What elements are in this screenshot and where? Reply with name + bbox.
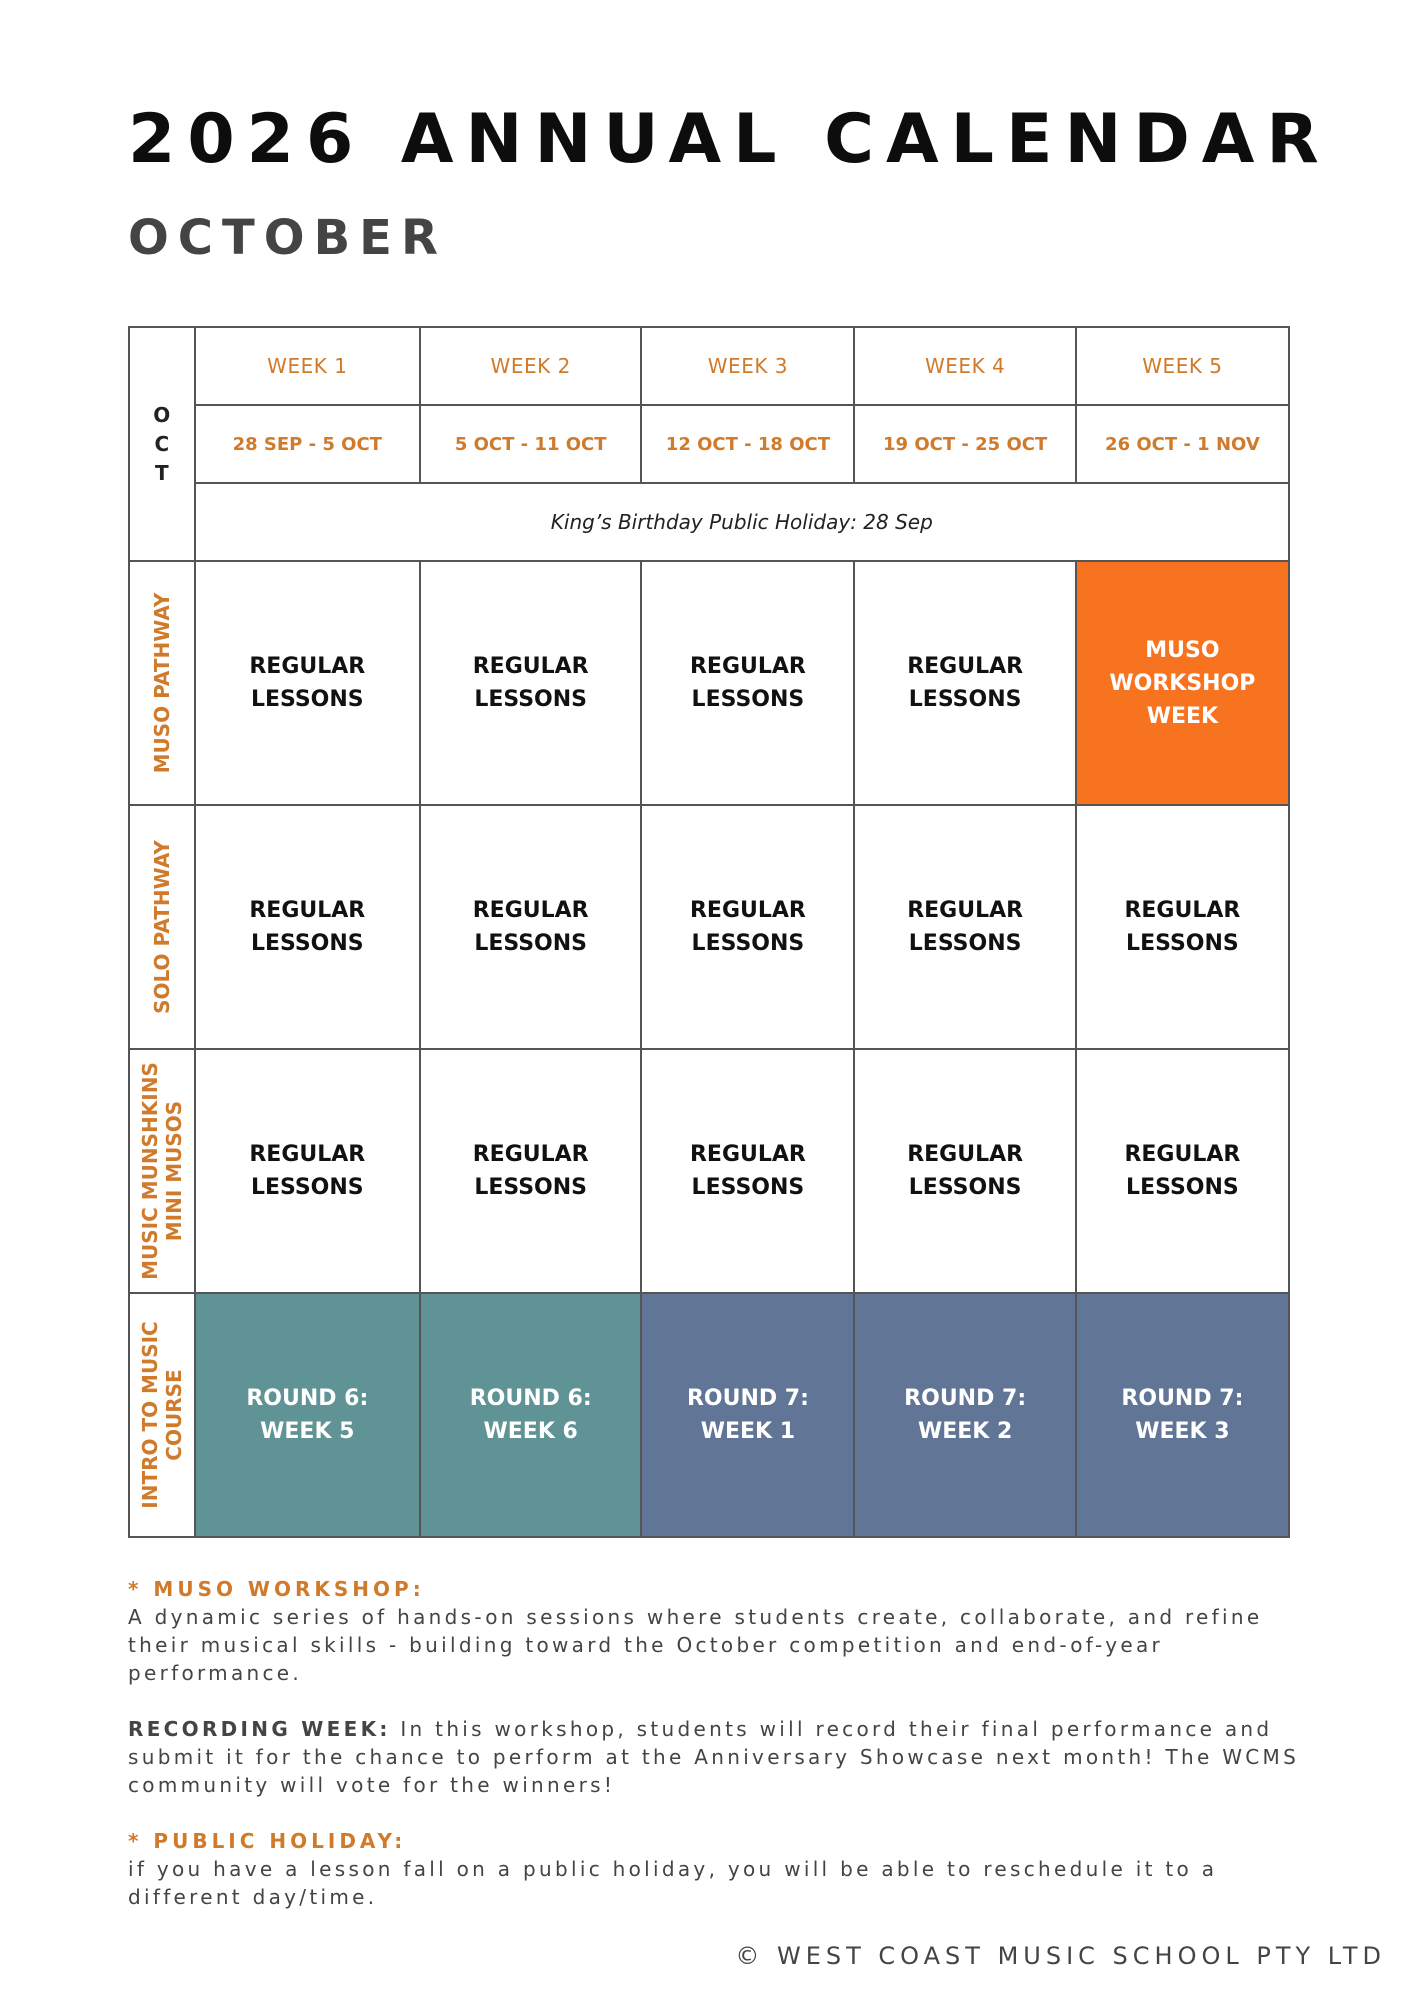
month-letter: T xyxy=(154,460,169,485)
row-label-intro-to-music xyxy=(129,1293,195,1537)
recording-week-note xyxy=(128,1715,1308,1799)
week-3-dates: 12 OCT - 18 OCT xyxy=(641,405,854,483)
schedule-cell: REGULAR LESSONS xyxy=(1076,1049,1289,1293)
schedule-cell: REGULAR LESSONS xyxy=(195,561,420,805)
row-label-music-munshkins xyxy=(129,1049,195,1293)
schedule-cell: REGULAR LESSONS xyxy=(854,1049,1075,1293)
schedule-cell: REGULAR LESSONS xyxy=(195,805,420,1049)
row-label-text: INTRO TO MUSIC xyxy=(137,1321,162,1509)
week-1-dates: 28 SEP - 5 OCT xyxy=(195,405,420,483)
week-4-label: WEEK 4 xyxy=(854,327,1075,405)
recording-week-heading: RECORDING WEEK: xyxy=(128,1717,391,1741)
month-letter: C xyxy=(154,431,170,456)
round-cell: ROUND 7: WEEK 2 xyxy=(854,1293,1075,1537)
side-month-label xyxy=(129,327,195,561)
muso-workshop-heading: * MUSO WORKSHOP: xyxy=(128,1577,425,1601)
solo-pathway-row xyxy=(129,805,1289,1049)
schedule-cell: REGULAR LESSONS xyxy=(195,1049,420,1293)
row-label-text: SOLO PATHWAY xyxy=(149,840,174,1014)
recording-week-text: In this workshop, students will record their final performance and submit it for the chance to perform at the Anniversary Showcase next month! The WCMS community will vote for the winners! xyxy=(128,1717,1300,1797)
round-cell: ROUND 6: WEEK 6 xyxy=(420,1293,641,1537)
week-5-dates: 26 OCT - 1 NOV xyxy=(1076,405,1289,483)
calendar-table xyxy=(128,326,1290,1538)
row-label-text: MUSO PATHWAY xyxy=(149,592,174,774)
week-5-label: WEEK 5 xyxy=(1076,327,1289,405)
notes-section xyxy=(128,1575,1308,1911)
public-holiday-text: if you have a lesson fall on a public holiday, you will be able to reschedule it to a different day/time. xyxy=(128,1857,1218,1909)
row-label-muso-pathway xyxy=(129,561,195,805)
date-row xyxy=(129,405,1289,483)
schedule-cell: REGULAR LESSONS xyxy=(420,561,641,805)
schedule-cell: REGULAR LESSONS xyxy=(641,561,854,805)
week-4-dates: 19 OCT - 25 OCT xyxy=(854,405,1075,483)
holiday-note: King’s Birthday Public Holiday: 28 Sep xyxy=(195,483,1289,561)
muso-workshop-text: A dynamic series of hands-on sessions where students create, collaborate, and refine their musical skills - building toward the October competition and end-of-year performance. xyxy=(128,1605,1263,1685)
page-title: 2026 ANNUAL CALENDAR xyxy=(128,100,1331,179)
schedule-cell: REGULAR LESSONS xyxy=(854,561,1075,805)
week-1-label: WEEK 1 xyxy=(195,327,420,405)
muso-pathway-row xyxy=(129,561,1289,805)
round-cell: ROUND 7: WEEK 3 xyxy=(1076,1293,1289,1537)
music-munshkins-row xyxy=(129,1049,1289,1293)
row-label-text: MINI MUSOS xyxy=(161,1100,186,1242)
muso-workshop-cell: MUSO WORKSHOP WEEK xyxy=(1076,561,1289,805)
row-label-text: COURSE xyxy=(161,1369,186,1461)
schedule-cell: REGULAR LESSONS xyxy=(1076,805,1289,1049)
month-heading: OCTOBER xyxy=(128,210,447,266)
week-header-row xyxy=(129,327,1289,405)
month-letter: O xyxy=(153,402,171,427)
round-cell: ROUND 7: WEEK 1 xyxy=(641,1293,854,1537)
schedule-cell: REGULAR LESSONS xyxy=(641,805,854,1049)
week-3-label: WEEK 3 xyxy=(641,327,854,405)
week-2-label: WEEK 2 xyxy=(420,327,641,405)
schedule-cell: REGULAR LESSONS xyxy=(854,805,1075,1049)
public-holiday-heading: * PUBLIC HOLIDAY: xyxy=(128,1829,407,1853)
schedule-cell: REGULAR LESSONS xyxy=(420,1049,641,1293)
intro-to-music-row xyxy=(129,1293,1289,1537)
copyright-footer: © WEST COAST MUSIC SCHOOL PTY LTD xyxy=(735,1942,1386,1970)
row-label-text: MUSIC MUNSHKINS xyxy=(137,1062,162,1280)
row-label-solo-pathway xyxy=(129,805,195,1049)
week-2-dates: 5 OCT - 11 OCT xyxy=(420,405,641,483)
holiday-note-row xyxy=(129,483,1289,561)
schedule-cell: REGULAR LESSONS xyxy=(641,1049,854,1293)
round-cell: ROUND 6: WEEK 5 xyxy=(195,1293,420,1537)
schedule-cell: REGULAR LESSONS xyxy=(420,805,641,1049)
